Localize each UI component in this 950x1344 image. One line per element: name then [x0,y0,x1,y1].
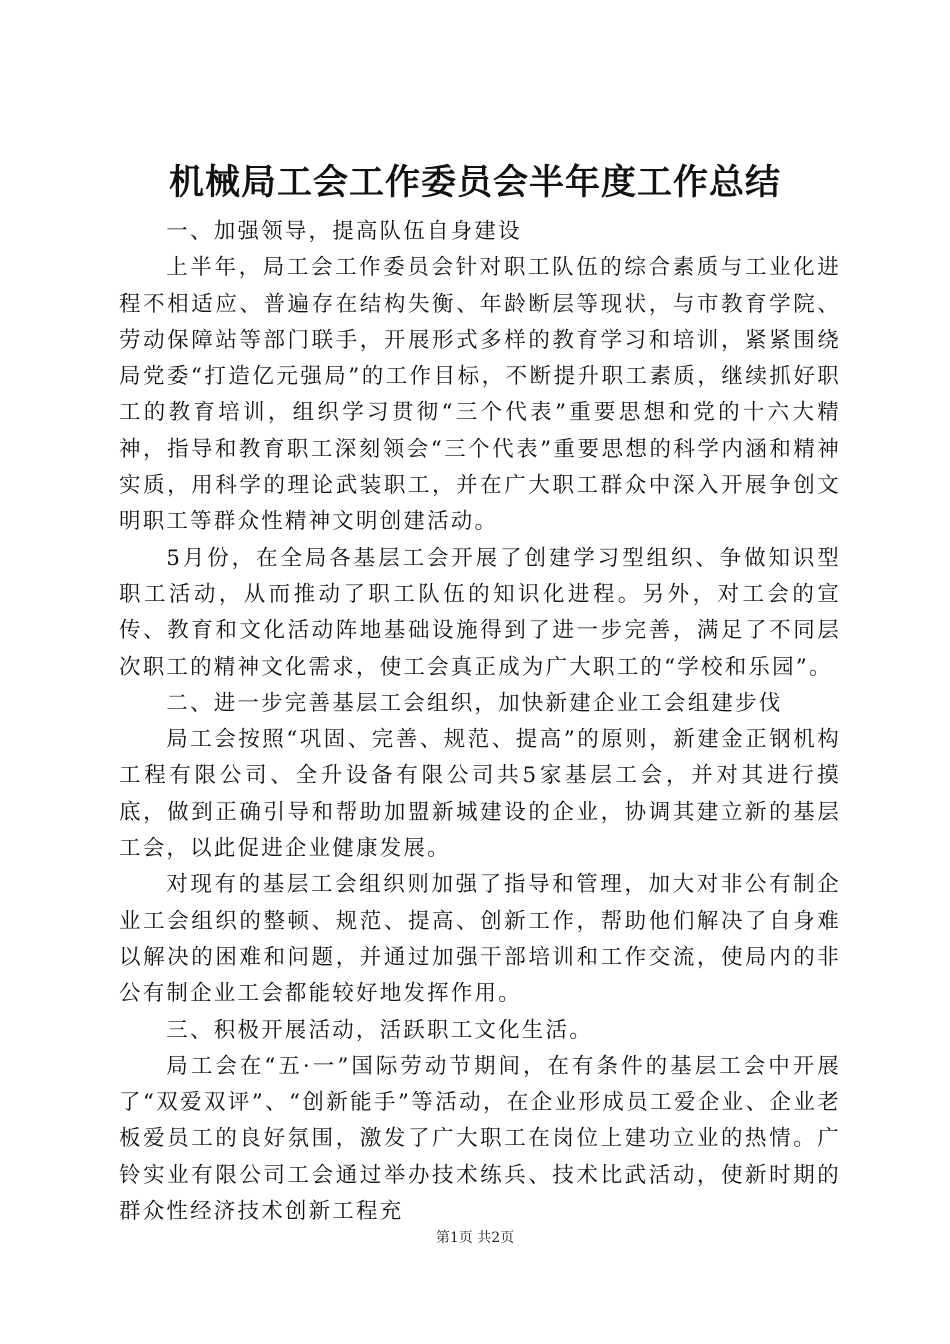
paragraph: 上半年，局工会工作委员会针对职工队伍的综合素质与工业化进程不相适应、普遍存在结构失衡、年龄断层等现状，与市教育学院、劳动保障站等部门联手，开展形式多样的教育学习和培训，紧紧围绕局党委“打造亿元强局”的工作目标，不断提升职工素质，继续抓好职工的教育培训，组织学习贯彻“三个代表”重要思想和党的十六大精神，指导和教育职工深刻领会“三个代表”重要思想的科学内涵和精神实质，用科学的理论武装职工，并在广大职工群众中深入开展争创文明职工等群众性精神文明创建活动。 [119,255,841,535]
document-title: 机械局工会工作委员会半年度工作总结 [168,163,781,203]
paragraph: 局工会在“五·一”国际劳动节期间，在有条件的基层工会中开展了“双爱双评”、“创新能手”等活动，在企业形成员工爱企业、企业老板爱员工的良好氛围，激发了广大职工在岗位上建功立业的热情。广铃实业有限公司工会通过举办技术练兵、技术比武活动，使新时期的群众性经济技术创新工程充 [119,1053,841,1225]
section-heading-3: 三、积极开展活动，活跃职工文化生活。 [166,1017,593,1043]
section-heading-1: 一、加强领导，提高队伍自身建设 [166,219,522,244]
page-number-footer: 第1页 共2页 [435,1230,515,1246]
paragraph: 对现有的基层工会组织则加强了指导和管理，加大对非公有制企业工会组织的整顿、规范、提高、创新工作，帮助他们解决了自身难以解决的困难和问题，并通过加强干部培训和工作交流，使局内的非公有制企业工会都能较好地发挥作用。 [119,872,841,1007]
document-body [119,214,841,1230]
section-heading-2: 二、进一步完善基层工会组织，加快新建企业工会组建步伐 [166,690,783,716]
paragraph: 5月份，在全局各基层工会开展了创建学习型组织、争做知识型职工活动，从而推动了职工队伍的知识化进程。另外，对工会的宣传、教育和文化活动阵地基础设施得到了进一步完善，满足了不同层次职工的精神文化需求，使工会真正成为广大职工的“学校和乐园”。 [119,545,841,680]
paragraph: 局工会按照“巩固、完善、规范、提高”的原则，新建金正钢机构工程有限公司、全升设备有限公司共5家基层工会，并对其进行摸底，做到正确引导和帮助加盟新城建设的企业，协调其建立新的基层工会，以此促进企业健康发展。 [119,727,841,862]
